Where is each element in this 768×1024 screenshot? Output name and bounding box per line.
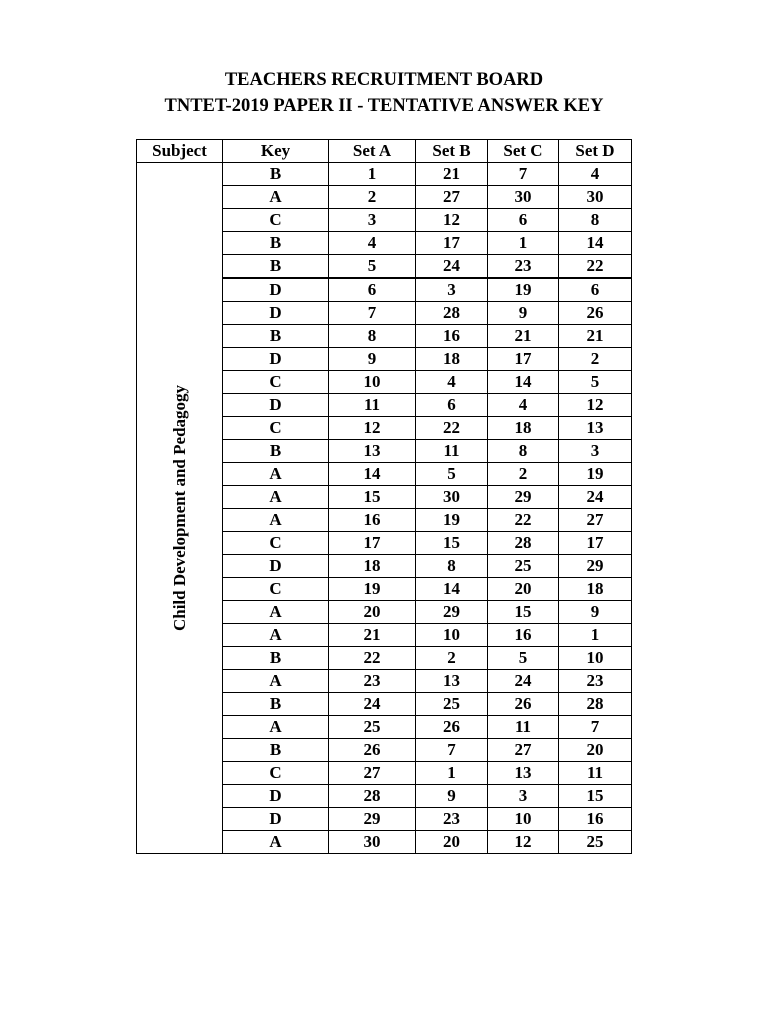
set-d-cell: 15: [559, 785, 632, 808]
answer-key-table: [136, 139, 632, 854]
set-d-cell: 13: [559, 417, 632, 440]
set-d-cell: 19: [559, 463, 632, 486]
set-b-cell: 24: [416, 255, 488, 279]
answer-key-title: TNTET-2019 PAPER II - TENTATIVE ANSWER KEY: [164, 96, 604, 116]
set-a-cell: 23: [329, 670, 416, 693]
set-d-cell: 6: [559, 278, 632, 302]
set-c-cell: 9: [488, 302, 559, 325]
key-cell: C: [223, 371, 329, 394]
set-c-cell: 22: [488, 509, 559, 532]
key-cell: C: [223, 762, 329, 785]
document-header: [0, 68, 768, 118]
set-d-cell: 18: [559, 578, 632, 601]
key-cell: D: [223, 302, 329, 325]
set-a-cell: 30: [329, 831, 416, 854]
set-b-cell: 2: [416, 647, 488, 670]
key-cell: B: [223, 647, 329, 670]
set-a-cell: 17: [329, 532, 416, 555]
set-a-cell: 22: [329, 647, 416, 670]
set-c-cell: 18: [488, 417, 559, 440]
set-c-cell: 26: [488, 693, 559, 716]
set-b-cell: 29: [416, 601, 488, 624]
set-d-cell: 10: [559, 647, 632, 670]
set-c-cell: 12: [488, 831, 559, 854]
set-b-cell: 11: [416, 440, 488, 463]
set-b-cell: 8: [416, 555, 488, 578]
set-a-cell: 14: [329, 463, 416, 486]
set-c-cell: 10: [488, 808, 559, 831]
set-c-cell: 27: [488, 739, 559, 762]
set-b-cell: 30: [416, 486, 488, 509]
set-c-cell: 4: [488, 394, 559, 417]
subject-label: Child Development and Pedagogy: [169, 384, 189, 632]
key-cell: B: [223, 739, 329, 762]
set-a-cell: 16: [329, 509, 416, 532]
set-c-cell: 19: [488, 278, 559, 302]
set-a-cell: 8: [329, 325, 416, 348]
set-b-cell: 18: [416, 348, 488, 371]
set-d-cell: 30: [559, 186, 632, 209]
column-header-key: Key: [223, 140, 329, 163]
set-b-cell: 19: [416, 509, 488, 532]
set-b-cell: 4: [416, 371, 488, 394]
set-a-cell: 2: [329, 186, 416, 209]
column-header-set-a: Set A: [329, 140, 416, 163]
set-d-cell: 4: [559, 163, 632, 186]
key-cell: C: [223, 578, 329, 601]
set-d-cell: 16: [559, 808, 632, 831]
set-b-cell: 17: [416, 232, 488, 255]
set-d-cell: 26: [559, 302, 632, 325]
set-a-cell: 15: [329, 486, 416, 509]
key-cell: C: [223, 417, 329, 440]
key-cell: B: [223, 693, 329, 716]
set-c-cell: 5: [488, 647, 559, 670]
set-a-cell: 29: [329, 808, 416, 831]
key-cell: D: [223, 394, 329, 417]
set-b-cell: 6: [416, 394, 488, 417]
set-a-cell: 12: [329, 417, 416, 440]
set-d-cell: 5: [559, 371, 632, 394]
column-header-set-b: Set B: [416, 140, 488, 163]
set-a-cell: 18: [329, 555, 416, 578]
key-cell: B: [223, 440, 329, 463]
set-c-cell: 24: [488, 670, 559, 693]
set-b-cell: 1: [416, 762, 488, 785]
set-c-cell: 25: [488, 555, 559, 578]
set-b-cell: 7: [416, 739, 488, 762]
key-cell: B: [223, 232, 329, 255]
set-b-cell: 27: [416, 186, 488, 209]
set-c-cell: 21: [488, 325, 559, 348]
key-cell: C: [223, 209, 329, 232]
set-c-cell: 20: [488, 578, 559, 601]
set-d-cell: 22: [559, 255, 632, 279]
set-a-cell: 28: [329, 785, 416, 808]
set-b-cell: 15: [416, 532, 488, 555]
board-title: TEACHERS RECRUITMENT BOARD: [224, 70, 544, 90]
table-row: [137, 163, 632, 186]
set-d-cell: 17: [559, 532, 632, 555]
key-cell: A: [223, 486, 329, 509]
set-a-cell: 9: [329, 348, 416, 371]
set-a-cell: 27: [329, 762, 416, 785]
set-a-cell: 4: [329, 232, 416, 255]
set-a-cell: 24: [329, 693, 416, 716]
set-a-cell: 10: [329, 371, 416, 394]
set-d-cell: 21: [559, 325, 632, 348]
set-d-cell: 3: [559, 440, 632, 463]
set-a-cell: 13: [329, 440, 416, 463]
key-cell: A: [223, 509, 329, 532]
set-d-cell: 27: [559, 509, 632, 532]
column-header-set-c: Set C: [488, 140, 559, 163]
set-c-cell: 11: [488, 716, 559, 739]
set-d-cell: 8: [559, 209, 632, 232]
set-c-cell: 1: [488, 232, 559, 255]
set-a-cell: 6: [329, 278, 416, 302]
set-d-cell: 12: [559, 394, 632, 417]
set-c-cell: 8: [488, 440, 559, 463]
set-a-cell: 11: [329, 394, 416, 417]
set-c-cell: 23: [488, 255, 559, 279]
set-c-cell: 2: [488, 463, 559, 486]
set-a-cell: 1: [329, 163, 416, 186]
set-d-cell: 28: [559, 693, 632, 716]
set-b-cell: 28: [416, 302, 488, 325]
answer-key-body: [137, 163, 632, 854]
set-b-cell: 5: [416, 463, 488, 486]
key-cell: A: [223, 670, 329, 693]
set-a-cell: 20: [329, 601, 416, 624]
set-d-cell: 20: [559, 739, 632, 762]
set-b-cell: 9: [416, 785, 488, 808]
set-b-cell: 16: [416, 325, 488, 348]
set-a-cell: 26: [329, 739, 416, 762]
set-c-cell: 7: [488, 163, 559, 186]
key-cell: D: [223, 278, 329, 302]
set-a-cell: 7: [329, 302, 416, 325]
set-b-cell: 22: [416, 417, 488, 440]
key-cell: A: [223, 186, 329, 209]
set-a-cell: 19: [329, 578, 416, 601]
set-b-cell: 26: [416, 716, 488, 739]
set-d-cell: 1: [559, 624, 632, 647]
set-b-cell: 13: [416, 670, 488, 693]
key-cell: B: [223, 325, 329, 348]
set-d-cell: 2: [559, 348, 632, 371]
key-cell: D: [223, 808, 329, 831]
key-cell: B: [223, 163, 329, 186]
set-b-cell: 20: [416, 831, 488, 854]
set-d-cell: 24: [559, 486, 632, 509]
column-header-set-d: Set D: [559, 140, 632, 163]
set-c-cell: 17: [488, 348, 559, 371]
set-d-cell: 29: [559, 555, 632, 578]
set-d-cell: 14: [559, 232, 632, 255]
set-c-cell: 29: [488, 486, 559, 509]
set-d-cell: 9: [559, 601, 632, 624]
set-a-cell: 3: [329, 209, 416, 232]
set-c-cell: 28: [488, 532, 559, 555]
key-cell: D: [223, 555, 329, 578]
set-c-cell: 14: [488, 371, 559, 394]
set-c-cell: 6: [488, 209, 559, 232]
key-cell: D: [223, 785, 329, 808]
set-c-cell: 13: [488, 762, 559, 785]
key-cell: A: [223, 624, 329, 647]
key-cell: A: [223, 601, 329, 624]
set-c-cell: 30: [488, 186, 559, 209]
set-a-cell: 25: [329, 716, 416, 739]
set-b-cell: 23: [416, 808, 488, 831]
set-a-cell: 5: [329, 255, 416, 279]
set-c-cell: 16: [488, 624, 559, 647]
set-b-cell: 25: [416, 693, 488, 716]
column-header-subject: Subject: [137, 140, 223, 163]
subject-cell: [137, 163, 223, 854]
key-cell: C: [223, 532, 329, 555]
set-b-cell: 3: [416, 278, 488, 302]
key-cell: D: [223, 348, 329, 371]
key-cell: B: [223, 255, 329, 279]
key-cell: A: [223, 716, 329, 739]
set-b-cell: 12: [416, 209, 488, 232]
set-b-cell: 10: [416, 624, 488, 647]
set-b-cell: 21: [416, 163, 488, 186]
set-d-cell: 11: [559, 762, 632, 785]
set-c-cell: 15: [488, 601, 559, 624]
set-b-cell: 14: [416, 578, 488, 601]
set-d-cell: 25: [559, 831, 632, 854]
set-d-cell: 23: [559, 670, 632, 693]
key-cell: A: [223, 463, 329, 486]
key-cell: A: [223, 831, 329, 854]
table-header-row: [137, 140, 632, 163]
set-a-cell: 21: [329, 624, 416, 647]
set-d-cell: 7: [559, 716, 632, 739]
set-c-cell: 3: [488, 785, 559, 808]
